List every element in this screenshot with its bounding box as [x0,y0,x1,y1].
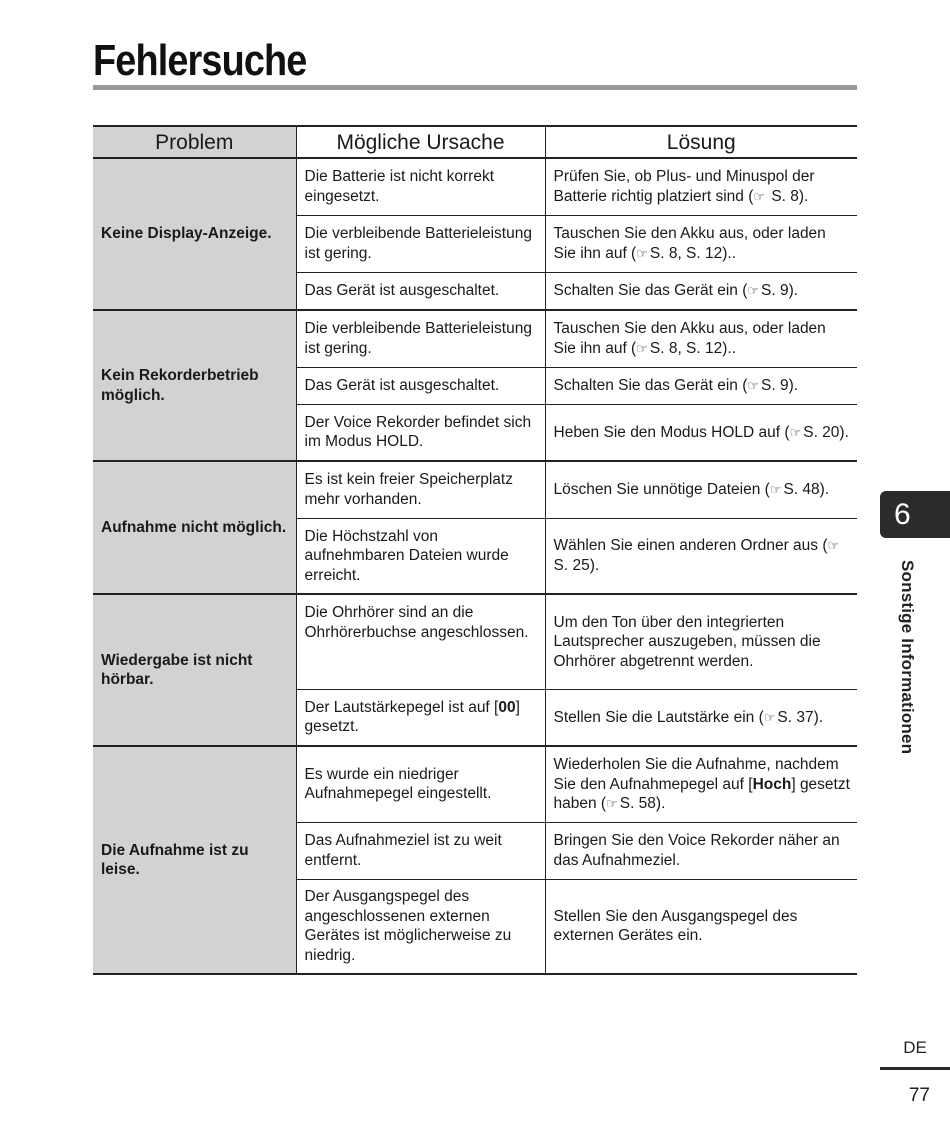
cause-cell: Das Gerät ist ausgeschaltet. [296,272,545,310]
solution-cell: Schalten Sie das Gerät ein (☞ S. 9). [545,272,857,310]
table-row [93,461,857,518]
pointing-hand-icon: ☞ [747,283,760,298]
solution-cell: Heben Sie den Modus HOLD auf (☞ S. 20). [545,404,857,461]
page-number: 77 [908,1085,930,1106]
problem-cell: Aufnahme nicht möglich. [93,461,296,594]
solution-cell: Bringen Sie den Voice Rekorder näher an das Aufnahmeziel. [545,822,857,879]
problem-cell: Wiedergabe ist nicht hörbar. [93,594,296,746]
solution-cell: Schalten Sie das Gerät ein (☞ S. 9). [545,367,857,404]
chapter-tab: 6 [880,491,950,538]
table-header-row [93,126,857,158]
problem-cell: Die Aufnahme ist zu leise. [93,746,296,974]
problem-cell: Kein Rekorderbetrieb möglich. [93,310,296,461]
troubleshooting-table [93,125,857,975]
pointing-hand-icon: ☞ [763,709,776,725]
table-row [93,158,857,215]
solution-cell: Stellen Sie den Ausgangspegel des externen Gerätes ein. [545,879,857,974]
solution-cell: Löschen Sie unnötige Dateien (☞ S. 48). [545,461,857,518]
cause-cell: Es ist kein freier Speicherplatz mehr vorhanden. [296,461,545,518]
solution-cell: Wählen Sie einen anderen Ordner aus (☞S. 25). [545,518,857,594]
cause-cell: Die Batterie ist nicht korrekt eingesetzt. [296,158,545,215]
solution-cell: Tauschen Sie den Akku aus, oder laden Sie ihn auf (☞ S. 8, S. 12).. [545,310,857,367]
table-row [93,310,857,367]
cause-cell: Die verbleibende Batterieleistung ist gering. [296,215,545,272]
solution-cell: Prüfen Sie, ob Plus- und Minuspol der Batterie richtig platziert sind (☞ S. 8). [545,158,857,215]
problem-cell: Keine Display-Anzeige. [93,158,296,310]
table-row [93,746,857,822]
cause-cell: Die Höchstzahl von aufnehmbaren Dateien wurde erreicht. [296,518,545,594]
pointing-hand-icon: ☞ [747,377,760,393]
solution-cell: Tauschen Sie den Akku aus, oder laden Sie ihn auf (☞ S. 8, S. 12).. [545,215,857,272]
cause-cell: Das Gerät ist ausgeschaltet. [296,367,545,404]
cause-cell: Die verbleibende Batterieleistung ist gering. [296,310,545,367]
cause-cell: Die Ohrhörer sind an die Ohrhörerbuchse angeschlossen. [296,594,545,689]
pointing-hand-icon: ☞ [636,340,648,356]
solution-cell: Wiederholen Sie die Aufnahme, nachdem Sie den Aufnahmepegel auf [Hoch] gesetzt haben (☞ S. 58). [545,746,857,822]
language-rule [880,1067,950,1070]
cause-cell: Der Voice Rekorder befindet sich im Modus HOLD. [296,404,545,461]
header-solution: Lösung [545,126,857,158]
pointing-hand-icon: ☞ [789,424,802,440]
cause-cell: Das Aufnahmeziel ist zu weit entfernt. [296,822,545,879]
pointing-hand-icon: ☞ [769,482,782,497]
chapter-label: Sonstige Informationen [898,560,917,755]
cause-cell: Der Ausgangspegel des angeschlossenen externen Gerätes ist möglicherweise zu niedrig. [296,879,545,974]
language-label: DE [903,1038,927,1057]
title-rule [93,85,857,90]
pointing-hand-icon: ☞ [753,188,766,204]
cause-cell: Der Lautstärkepegel ist auf [00] gesetzt. [296,689,545,746]
table-row [93,594,857,689]
header-problem: Problem [93,126,296,158]
pointing-hand-icon: ☞ [606,796,618,811]
header-cause: Mögliche Ursache [296,126,545,158]
solution-cell: Um den Ton über den integrierten Lautsprecher auszugeben, müssen die Ohrhörer abgetrennt werden. [545,594,857,689]
page-title: Fehlersuche [93,36,307,85]
solution-cell: Stellen Sie die Lautstärke ein (☞ S. 37). [545,689,857,746]
cause-cell: Es wurde ein niedriger Aufnahmepegel eingestellt. [296,746,545,822]
pointing-hand-icon: ☞ [827,538,840,554]
pointing-hand-icon: ☞ [636,245,648,261]
